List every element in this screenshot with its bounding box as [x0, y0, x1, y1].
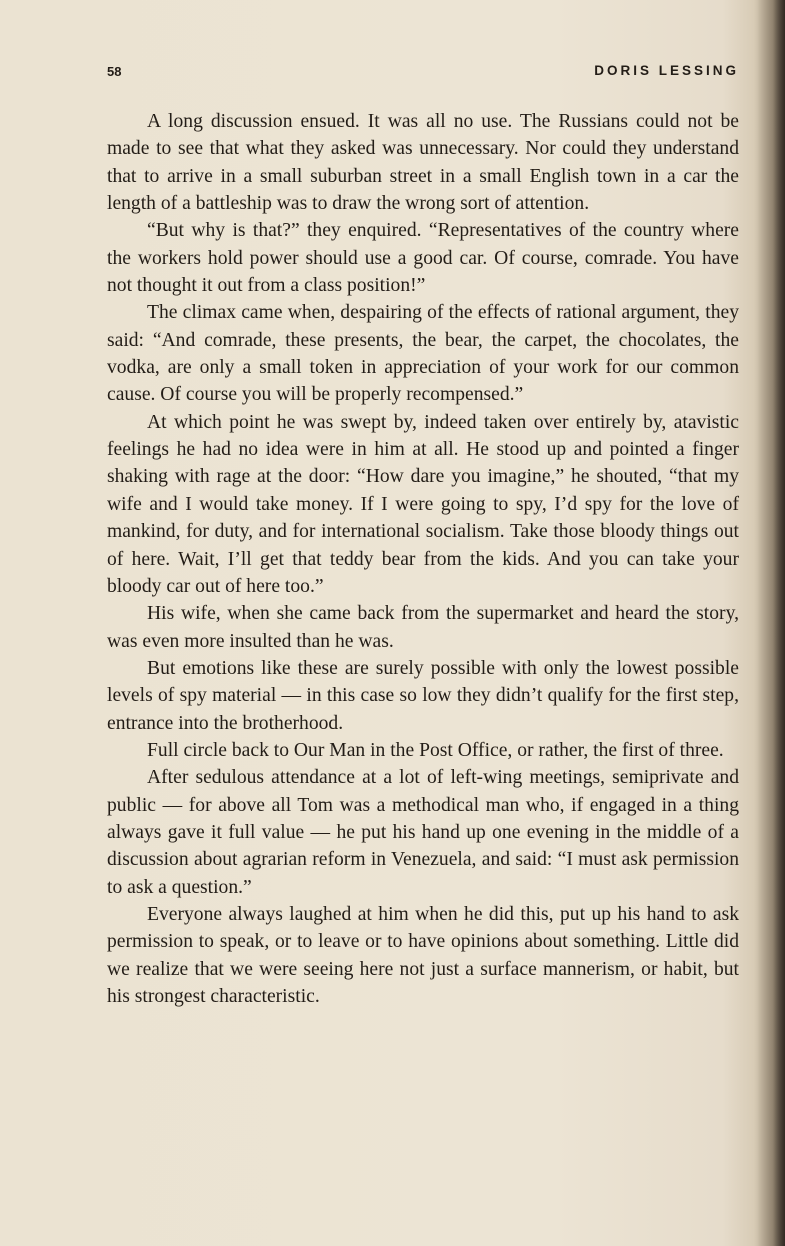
- body-text: [107, 108, 739, 1010]
- paragraph: Everyone always laughed at him when he did this, put up his hand to ask permission to speak, or to leave or to have opinions about something. Little did we realize that we were seeing here not just a surface mannerism, or habit, but his strongest characteristic.: [107, 903, 739, 1007]
- paragraph: Full circle back to Our Man in the Post Office, or rather, the first of three.: [147, 739, 724, 761]
- page-header: [107, 62, 739, 84]
- paragraph: A long discussion ensued. It was all no use. The Russians could not be made to see that what they asked was unnecessary. Nor could they understand that to arrive in a small suburban street in a small English town in a car the length of a battleship was to draw the wrong sort of attention.: [107, 111, 739, 215]
- book-spine-shadow: [757, 0, 785, 1246]
- paragraph: His wife, when she came back from the supermarket and heard the story, was even more insulted than he was.: [107, 603, 739, 652]
- paragraph: At which point he was swept by, indeed taken over entirely by, atavistic feelings he had no idea were in him at all. He stood up and pointed a finger shaking with rage at the door: “How dare you imagine,” he shouted, “that my wife and I would take money. If I were going to spy, I’d spy for the love of mankind, for duty, and for international socialism. Take those bloody things out of here. Wait, I’ll get that teddy bear from the kids. And you can take your bloody car out of here too.”: [107, 411, 739, 597]
- paragraph: But emotions like these are surely possible with only the lowest possible levels of spy material — in this case so low they didn’t qualify for the first step, entrance into the brotherhood.: [107, 657, 739, 734]
- paragraph: “But why is that?” they enquired. “Representatives of the country where the workers hold power should use a good car. Of course, comrade. You have not thought it out from a class position!”: [107, 220, 739, 297]
- running-head-author: DORIS LESSING: [594, 63, 739, 78]
- paragraph: After sedulous attendance at a lot of left-wing meetings, semiprivate and public — for above all Tom was a methodical man who, if engaged in a thing always gave it full value — he put his hand up one evening in the middle of a discussion about agrarian reform in Venezuela, and said: “I must ask permission to ask a question.”: [107, 767, 739, 898]
- page-number: 58: [107, 64, 122, 79]
- paragraph: The climax came when, despairing of the effects of rational argument, they said: “And comrade, these presents, the bear, the carpet, the chocolates, the vodka, are only a small token in appreciation of your work for our common cause. Of course you will be properly recompensed.”: [107, 302, 739, 406]
